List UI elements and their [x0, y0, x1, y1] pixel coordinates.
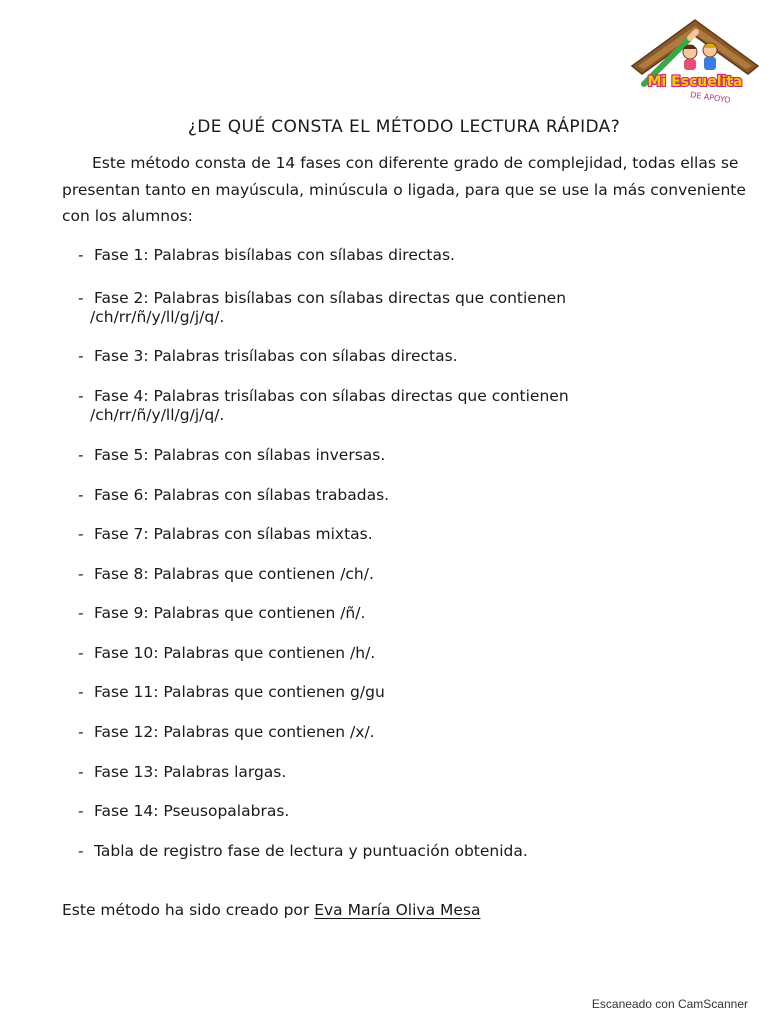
list-item-text: Fase 14: Pseusopalabras.: [94, 802, 290, 820]
credit-prefix: Este método ha sido creado por: [62, 901, 310, 919]
list-item: - Fase 14: Pseusopalabras.: [78, 802, 738, 821]
author-link[interactable]: Eva María Oliva Mesa: [314, 901, 481, 919]
list-item: - Fase 9: Palabras que contienen /ñ/.: [78, 604, 738, 623]
school-logo: [624, 14, 766, 110]
page-title: ¿DE QUÉ CONSTA EL MÉTODO LECTURA RÁPIDA?: [187, 117, 621, 137]
list-item-text: Fase 13: Palabras largas.: [94, 763, 287, 781]
list-item: - Fase 13: Palabras largas.: [78, 763, 738, 782]
list-item: - Fase 8: Palabras que contienen /ch/.: [78, 565, 738, 584]
list-item-text: Tabla de registro fase de lectura y puntuación obtenida.: [94, 842, 528, 860]
list-item: - Fase 3: Palabras trisílabas con sílabas directas.: [78, 347, 738, 366]
author-credit: [62, 901, 480, 919]
list-item-text: Fase 8: Palabras que contienen /ch/.: [94, 565, 374, 583]
list-item: - Fase 7: Palabras con sílabas mixtas.: [78, 525, 738, 544]
intro-paragraph: [62, 150, 752, 230]
scanner-watermark: Escaneado con CamScanner: [591, 997, 748, 1011]
list-item-text: Fase 2: Palabras bisílabas con sílabas directas que contienen: [94, 289, 567, 307]
list-item-text: Fase 12: Palabras que contienen /x/.: [94, 723, 375, 741]
list-item-text: Fase 3: Palabras trisílabas con sílabas directas.: [94, 347, 458, 365]
list-item: - Tabla de registro fase de lectura y puntuación obtenida.: [78, 842, 738, 861]
list-item-text: Fase 4: Palabras trisílabas con sílabas directas que contienen: [94, 387, 569, 405]
list-item-text: Fase 6: Palabras con sílabas trabadas.: [94, 486, 390, 504]
list-item-text: Fase 7: Palabras con sílabas mixtas.: [94, 525, 373, 543]
list-item-text: Fase 5: Palabras con sílabas inversas.: [94, 446, 386, 464]
list-item: - Fase 5: Palabras con sílabas inversas.: [78, 446, 738, 465]
list-item: - Fase 1: Palabras bisílabas con sílabas directas.: [78, 246, 738, 265]
list-item-continuation: /ch/rr/ñ/y/ll/g/j/q/.: [90, 308, 225, 326]
list-item: - Fase 4: Palabras trisílabas con sílabas directas que contienen /ch/rr/ñ/y/ll/g/j/q/.: [78, 387, 738, 425]
list-item: - Fase 2: Palabras bisílabas con sílabas directas que contienen /ch/rr/ñ/y/ll/g/j/q/.: [78, 289, 738, 327]
logo-subtext: DE APOYO: [689, 90, 732, 105]
list-item-text: Fase 10: Palabras que contienen /h/.: [94, 644, 376, 662]
list-item: - Fase 10: Palabras que contienen /h/.: [78, 644, 738, 663]
list-item-text: Fase 9: Palabras que contienen /ñ/.: [94, 604, 366, 622]
intro-text: Este método consta de 14 fases con diferente grado de complejidad, todas ellas se presentan tanto en mayúscula, minúscula o ligada, para que se use la más conveniente con los alumnos:: [62, 154, 746, 225]
list-item: - Fase 11: Palabras que contienen g/gu: [78, 683, 738, 702]
list-item-continuation: /ch/rr/ñ/y/ll/g/j/q/.: [90, 406, 225, 424]
list-item-text: Fase 1: Palabras bisílabas con sílabas directas.: [94, 246, 455, 264]
logo-text: Mi Escuelita: [647, 74, 743, 90]
list-item: - Fase 12: Palabras que contienen /x/.: [78, 723, 738, 742]
list-item-text: Fase 11: Palabras que contienen g/gu: [94, 683, 385, 701]
list-item: - Fase 6: Palabras con sílabas trabadas.: [78, 486, 738, 505]
